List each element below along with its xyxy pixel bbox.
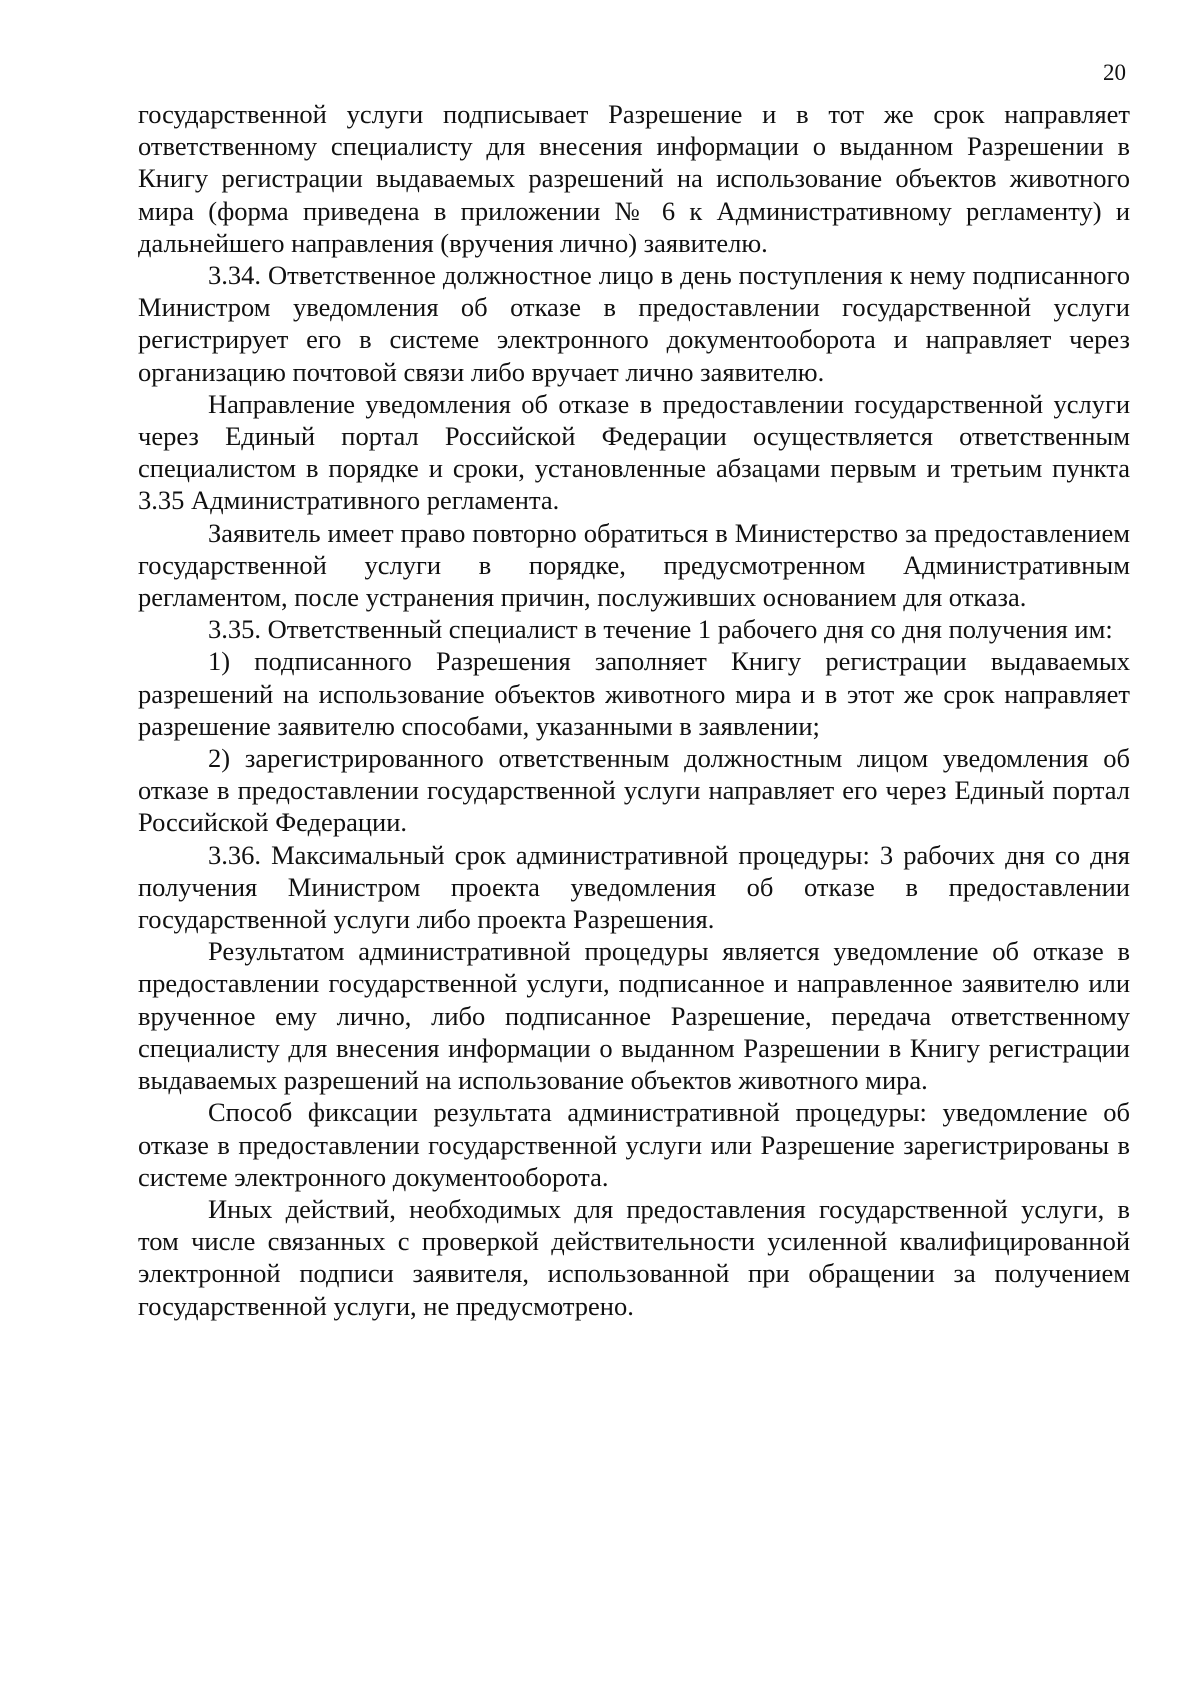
paragraph-3-34: 3.34. Ответственное должностное лицо в день поступления к нему подписанного Министром уведомления об отказе в предоставлении государственной услуги регистрирует его в системе электронного документооборота и направляет через организацию почтовой связи либо вручает лично заявителю.: [138, 260, 1130, 387]
document-body: [138, 98, 1130, 1322]
list-item-2: 2) зарегистрированного ответственным должностным лицом уведомления об отказе в предоставлении государственной услуги направляет его через Единый портал Российской Федерации.: [138, 743, 1130, 838]
paragraph-3-36: 3.36. Максимальный срок административной процедуры: 3 рабочих дня со дня получения Министром проекта уведомления об отказе в предоставлении государственной услуги либо проекта Разрешения.: [138, 839, 1130, 935]
paragraph-continuation: государственной услуги подписывает Разрешение и в тот же срок направляет ответственному специалисту для внесения информации о выданном Разрешении в Книгу регистрации выдаваемых разрешений на использование объектов животного мира (форма приведена в приложении № 6 к Административному регламенту) и дальнейшего направления (вручения лично) заявителю.: [138, 99, 1130, 258]
paragraph-3-35: 3.35. Ответственный специалист в течение 1 рабочего дня со дня получения им:: [208, 614, 1113, 645]
paragraph-other-actions: Иных действий, необходимых для предоставления государственной услуги, в том числе связанных с проверкой действительности усиленной квалифицированной электронной подписи заявителя, использованной при обращении за получением государственной услуги, не предусмотрено.: [138, 1193, 1130, 1321]
paragraph-reapply-right: Заявитель имеет право повторно обратиться в Министерство за предоставлением государственной услуги в порядке, предусмотренном Административным регламентом, после устранения причин, послуживших основанием для отказа.: [138, 517, 1130, 613]
page-number: 20: [1103, 60, 1126, 85]
list-item-1: 1) подписанного Разрешения заполняет Книгу регистрации выдаваемых разрешений на использование объектов животного мира и в этот же срок направляет разрешение заявителю способами, указанными в заявлении;: [138, 646, 1130, 741]
paragraph-result: Результатом административной процедуры является уведомление об отказе в предоставлении государственной услуги, подписанное и направленное заявителю или врученное ему лично, либо подписанное Разрешение, передача ответственному специалисту для внесения информации о выданном Разрешении в Книгу регистрации выдаваемых разрешений на использование объектов животного мира.: [138, 936, 1130, 1096]
paragraph-epgu-refusal: Направление уведомления об отказе в предоставлении государственной услуги через Единый портал Российской Федерации осуществляется ответственным специалистом в порядке и сроки, установленные абзацами первым и третьим пункта 3.35 Административного регламента.: [138, 388, 1130, 516]
paragraph-fixation: Способ фиксации результата административной процедуры: уведомление об отказе в предоставлении государственной услуги или Разрешение зарегистрированы в системе электронного документооборота.: [138, 1097, 1130, 1192]
